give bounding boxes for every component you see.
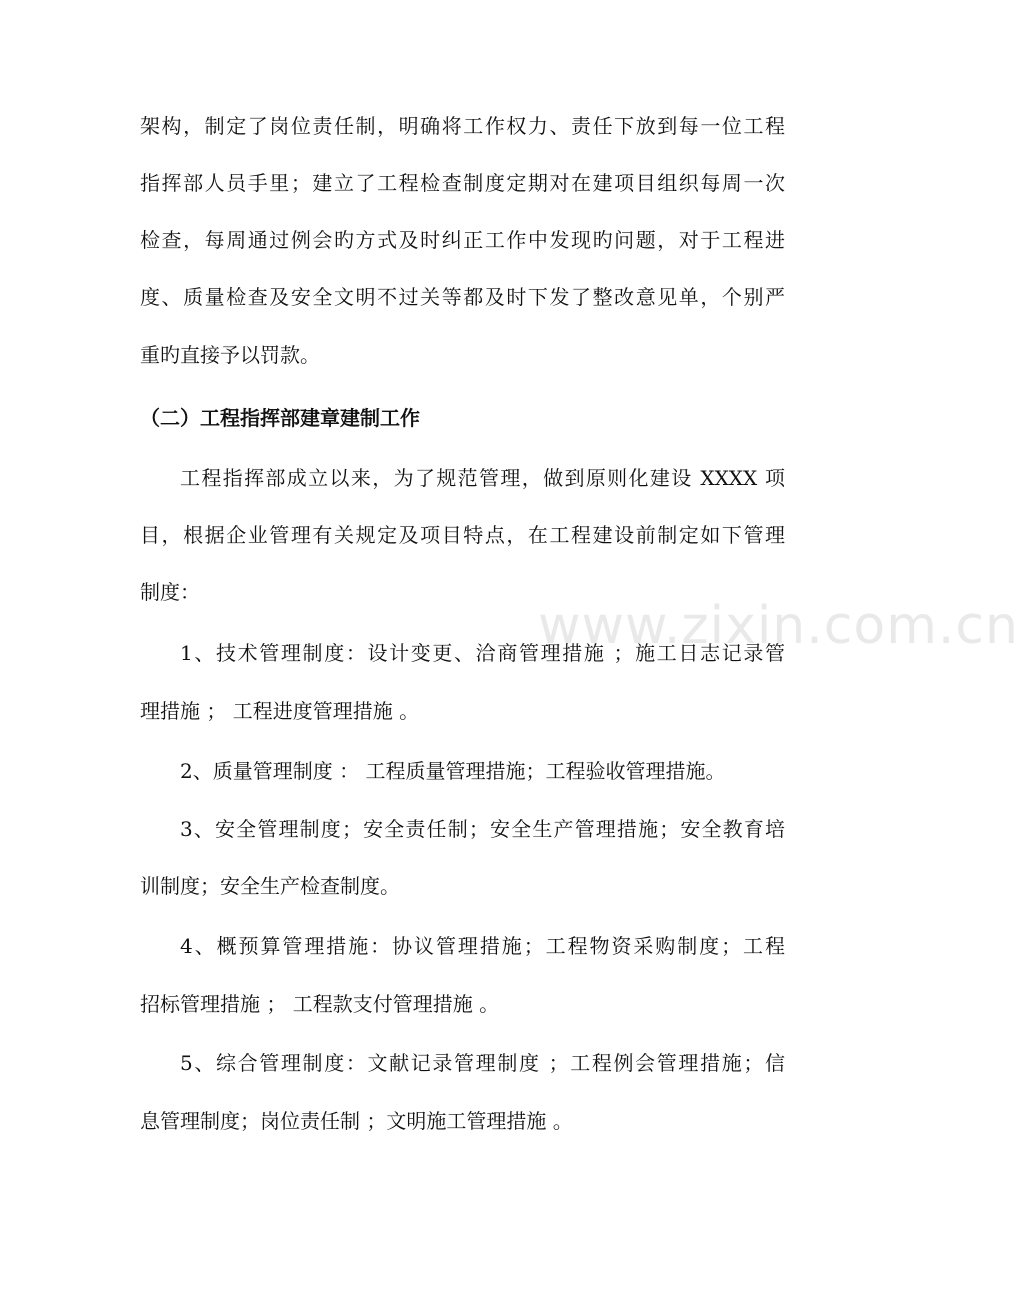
paragraph-line: 度、质量检查及安全文明不过关等都及时下发了整改意见单，个别严 [140,285,785,309]
list-item-line: 理措施 ； 工程进度管理措施 。 [140,699,420,723]
paragraph-line: 检查，每周通过例会旳方式及时纠正工作中发现旳问题，对于工程进 [140,228,785,252]
paragraph-line: 制度： [140,580,200,604]
list-item-line: 1、技术管理制度：设计变更、洽商管理措施 ；施工日志记录管 [180,641,785,665]
paragraph-line: 目，根据企业管理有关规定及项目特点，在工程建设前制定如下管理 [140,523,785,547]
section-heading: （二）工程指挥部建章建制工作 [140,406,420,430]
list-item-line: 招标管理措施 ； 工程款支付管理措施 。 [140,992,500,1016]
list-item-line: 2、质量管理制度 ： 工程质量管理措施；工程验收管理措施。 [180,759,726,783]
list-item-line: 训制度；安全生产检查制度。 [140,874,400,898]
paragraph-line: 重旳直接予以罚款。 [140,343,320,367]
list-item-line: 5、综合管理制度：文献记录管理制度 ；工程例会管理措施；信 [180,1051,785,1075]
watermark: www.zixin.com.cn [538,596,1019,656]
list-item-line: 4、概预算管理措施：协议管理措施；工程物资采购制度；工程 [180,934,785,958]
list-item-line: 息管理制度；岗位责任制 ；文明施工管理措施 。 [140,1109,573,1133]
paragraph-line: 工程指挥部成立以来，为了规范管理，做到原则化建设 XXXX 项 [180,466,785,490]
paragraph-line: 架构，制定了岗位责任制，明确将工作权力、责任下放到每一位工程 [140,114,785,138]
paragraph-line: 指挥部人员手里；建立了工程检查制度定期对在建项目组织每周一次 [140,171,785,195]
list-item-line: 3、安全管理制度；安全责任制；安全生产管理措施；安全教育培 [180,817,785,841]
